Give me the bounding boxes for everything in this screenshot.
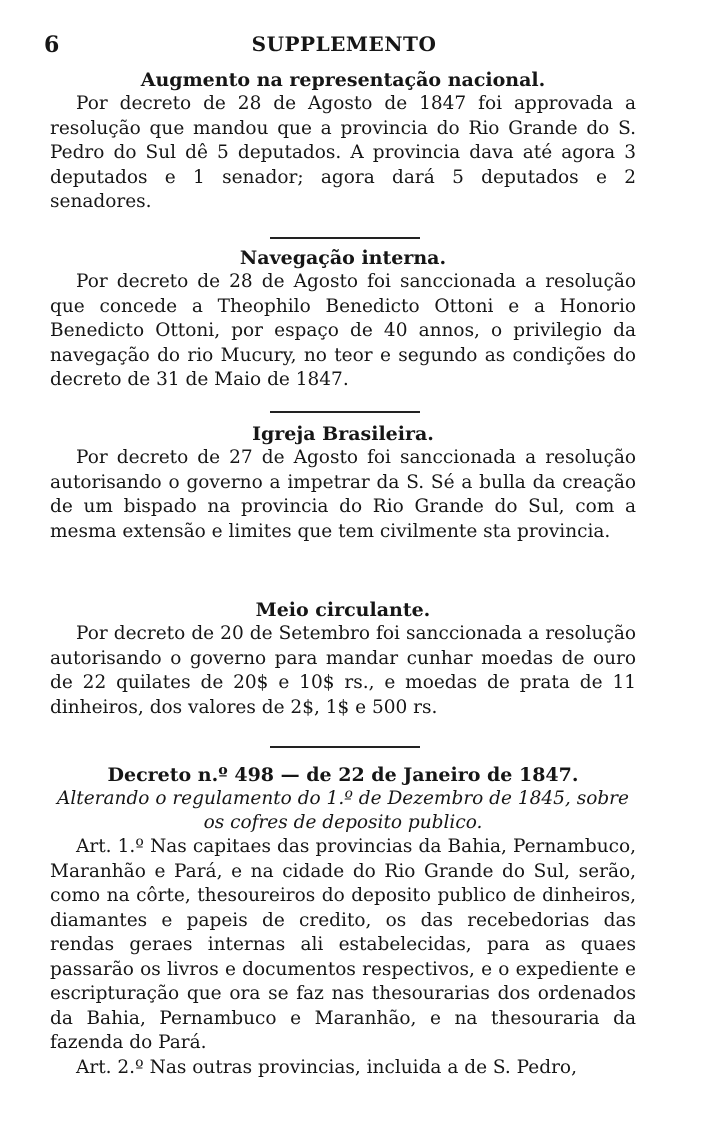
section-representacao bbox=[50, 68, 636, 215]
running-title: SUPPLEMENTO bbox=[251, 32, 437, 56]
article-paragraph: Art. 1.º Nas capitaes das provincias da Bahia, Pernambuco, Maranhão e Pará, e na cidade do Rio Grande do Sul, serão, como na côrte, thesoureiros do deposito publico de dinheiros, diamantes e papeis de credito, os das recebedorias das rendas geraes internas ali estabelecidas, para as quaes passarão os livros e documentos respectivos, e o expediente e escripturação que ora se faz nas thesourarias dos ordenados da Bahia, Pernambuco e Maranhão, e na thesouraria da fazenda do Pará. bbox=[50, 836, 636, 1053]
section-heading: Meio circulante. bbox=[255, 599, 431, 621]
section-paragraph: Por decreto de 28 de Agosto de 1847 foi approvada a resolução que mandou que a provincia do Rio Grande do S. Pedro do Sul dê 5 deputados. A provincia dava até agora 3 deputados e 1 senador; agora dará 5 deputados e 2 senadores. bbox=[50, 93, 636, 212]
section-heading: Navegação interna. bbox=[239, 247, 447, 269]
section-subtitle: Alterando o regulamento do 1.º de Dezembro de 1845, sobre os cofres de deposito publico. bbox=[57, 788, 629, 833]
section-igreja bbox=[50, 422, 636, 544]
section-heading: Decreto n.º 498 — de 22 de Janeiro de 1847. bbox=[107, 764, 579, 786]
section-paragraph: Por decreto de 28 de Agosto foi sanccionada a resolução que concede a Theophilo Benedicto Ottoni e a Honorio Benedicto Ottoni, por espaço de 40 annos, o privilegio da navegação do rio Mucury, no teor e segundo as condições do decreto de 31 de Maio de 1847. bbox=[50, 271, 636, 390]
page-header bbox=[44, 32, 644, 60]
section-meio-circulante bbox=[50, 598, 636, 720]
section-decreto-498 bbox=[50, 763, 636, 1080]
section-heading: Augmento na representação nacional. bbox=[140, 69, 546, 91]
section-heading: Igreja Brasileira. bbox=[252, 423, 434, 445]
section-divider bbox=[270, 746, 420, 748]
section-navegacao bbox=[50, 246, 636, 393]
page-number: 6 bbox=[44, 32, 60, 58]
section-divider bbox=[270, 237, 420, 239]
section-paragraph: Por decreto de 27 de Agosto foi sanccionada a resolução autorisando o governo a impetrar da S. Sé a bulla da creação de um bispado na provincia do Rio Grande do Sul, com a mesma extensão e limites que tem civilmente sta provincia. bbox=[50, 447, 636, 542]
section-divider bbox=[270, 411, 420, 413]
article-paragraph: Art. 2.º Nas outras provincias, incluida a de S. Pedro, bbox=[76, 1056, 577, 1078]
section-paragraph: Por decreto de 20 de Setembro foi sanccionada a resolução autorisando o governo para mandar cunhar moedas de ouro de 22 quilates de 20$ e 10$ rs., e moedas de prata de 11 dinheiros, dos valores de 2$, 1$ e 500 rs. bbox=[50, 623, 636, 718]
